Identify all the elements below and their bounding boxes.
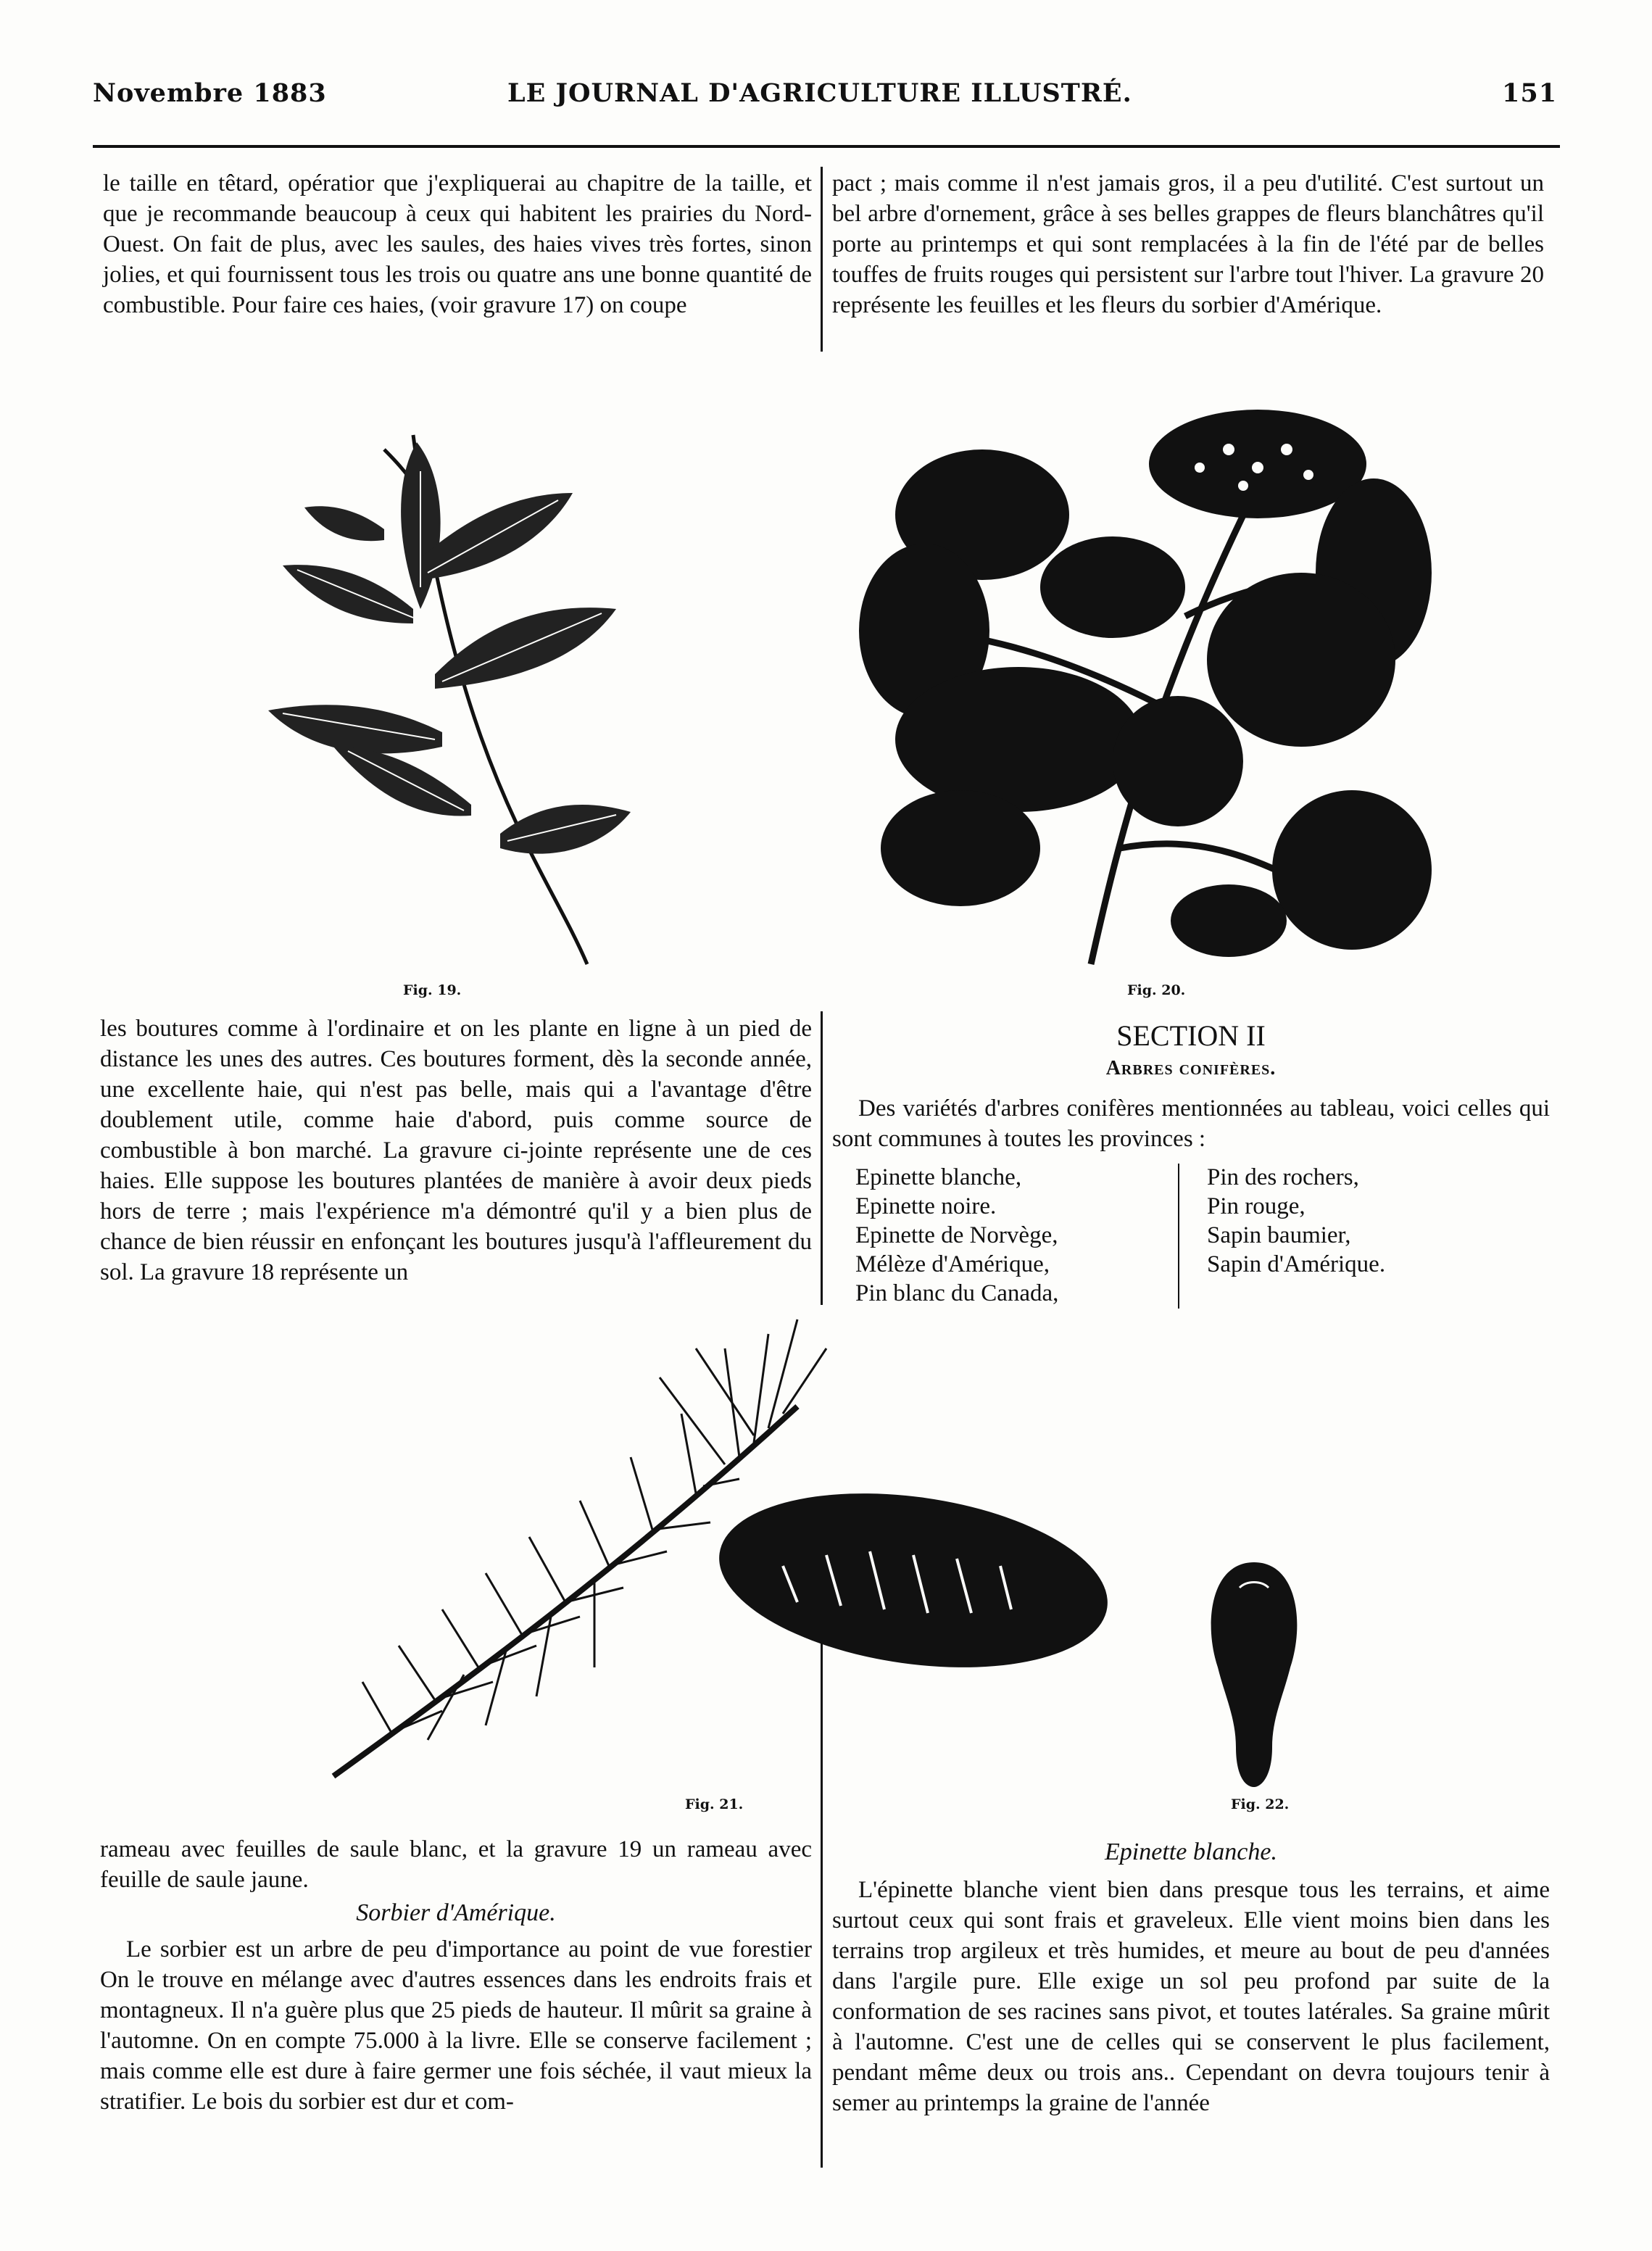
epinette-paragraph: L'épinette blanche vient bien dans presque tous les terrains, et aime surtout ceux qui sont frais et graveleux. Elle vient moins bien dans les terrains trop argileux et très humides, et meure au bout de peu d'années dans l'argile pure. Elle exige un sol peu profond par suite de la conformation de ses racines sans pivot, et toutes latérales. Sa graine mûrit à l'automne. C'est une de celles qui se conservent le plus facilement, pendant même deux ou trois ans.. Cependant on devra toujours tenir à semer au printemps la graine de l'année bbox=[832, 1877, 1550, 2116]
column-rule-middle bbox=[821, 1011, 823, 1305]
bottom-left-lead: rameau avec feuilles de saule blanc, et la gravure 19 un rameau avec feuille de saule jaune. bbox=[100, 1836, 812, 1893]
list-item: Mélèze d'Amérique, bbox=[855, 1251, 1050, 1277]
conifer-list-right bbox=[1207, 1163, 1385, 1279]
top-left-paragraph: le taille en têtard, opératior que j'expliquerai au chapitre de la taille, et que je recommande beaucoup à ceux qui habitent les prairies du Nord-Ouest. On fait de plus, avec les saules, des haies vives très fortes, sinon jolies, et qui fournissent tous les trois ou quatre ans une bonne quantité de combustible. Pour faire ces haies, (voir gravure 17) on coupe bbox=[103, 170, 812, 318]
header-rule bbox=[93, 145, 1560, 148]
section-intro: Des variétés d'arbres conifères mentionnées au tableau, voici celles qui sont communes à toutes les provinces : bbox=[832, 1095, 1550, 1152]
list-item: Sapin d'Amérique. bbox=[1207, 1251, 1386, 1277]
list-item: Epinette de Norvège, bbox=[855, 1222, 1058, 1248]
page-number: 151 bbox=[1502, 78, 1558, 108]
section-title: SECTION II bbox=[1116, 1019, 1266, 1052]
fig19-willow-twig-illustration bbox=[239, 428, 645, 979]
middle-left-paragraph: les boutures comme à l'ordinaire et on les plante en ligne à un pied de distance les unes des autres. Ces boutures forment, dès la seconde année, une excellente haie, qui n'est pas belle, mais qui a l'avantage d'être doublement utile, comme haie d'abord, puis comme source de combustible à bon marché. La gravure ci-jointe représente une de ces haies. Elle suppose les boutures plantées de manière à avoir deux pieds hors de terre ; mais l'expérience m'a démontré qu'il y a bien plus de chance de bien réussir en enfonçant les boutures jusqu'à l'affleurement du sol. La gravure 18 représente un bbox=[100, 1016, 812, 1285]
section-subtitle: Arbres conifères. bbox=[1105, 1057, 1277, 1079]
fig19-caption: Fig. 19. bbox=[403, 982, 462, 998]
list-item: Epinette noire. bbox=[855, 1193, 997, 1219]
epinette-heading: Epinette blanche. bbox=[1105, 1838, 1277, 1865]
fig20-caption: Fig. 20. bbox=[1127, 982, 1186, 998]
list-item: Pin blanc du Canada, bbox=[855, 1280, 1059, 1306]
journal-title: LE JOURNAL D'AGRICULTURE ILLUSTRÉ. bbox=[507, 78, 1132, 108]
list-rule bbox=[1178, 1164, 1179, 1309]
fig21-spruce-branch-illustration bbox=[319, 1305, 1102, 1798]
conifer-list-left bbox=[855, 1163, 1058, 1308]
list-item: Sapin baumier, bbox=[1207, 1222, 1351, 1248]
sorbier-heading: Sorbier d'Amérique. bbox=[356, 1899, 556, 1926]
column-rule-top bbox=[821, 167, 823, 352]
sorbier-paragraph: Le sorbier est un arbre de peu d'importance au point de vue forestier On le trouve en mélange avec d'autres essences dans les endroits frais et montagneux. Il n'a guère plus que 25 pieds de hauteur. Il mûrit sa graine à l'automne. On en compte 75.000 à la livre. Elle se conserve facilement ; mais comme elle est dure à faire germer une fois séchée, il vaut mieux la stratifier. Le bois du sorbier est dur et com- bbox=[100, 1936, 812, 2115]
list-item: Pin des rochers, bbox=[1207, 1164, 1359, 1190]
fig22-caption: Fig. 22. bbox=[1231, 1796, 1290, 1812]
top-right-paragraph: pact ; mais comme il n'est jamais gros, il a peu d'utilité. C'est surtout un bel arbre d'ornement, grâce à ses belles grappes de fleurs blanchâtres qu'il porte au printemps et qui sont remplacées à la fin de l'été par de belles touffes de fruits rouges qui persistent sur l'arbre tout l'hiver. La gravure 20 représente les feuilles et les fleurs du sorbier d'Amérique. bbox=[832, 170, 1544, 318]
fig20-rowan-branch-illustration bbox=[852, 399, 1432, 971]
list-item: Pin rouge, bbox=[1207, 1193, 1306, 1219]
list-item: Epinette blanche, bbox=[855, 1164, 1022, 1190]
fig21-caption: Fig. 21. bbox=[685, 1796, 744, 1812]
fig22-seed-illustration bbox=[1203, 1559, 1305, 1791]
header-date: Novembre 1883 bbox=[93, 78, 327, 108]
